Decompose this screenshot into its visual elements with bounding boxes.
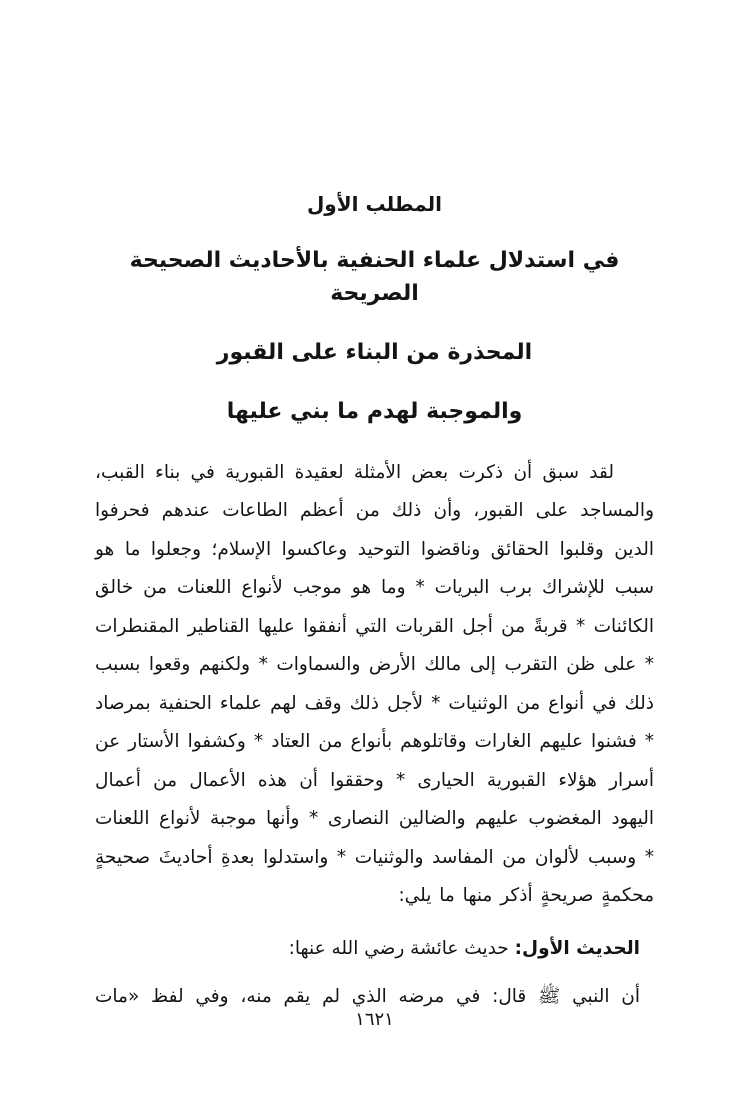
page-number: ١٦٢١ bbox=[355, 1009, 394, 1030]
chapter-title-line-1: في استدلال علماء الحنفية بالأحاديث الصحيحة الصريحة bbox=[129, 248, 620, 306]
hadith-intro-text: حديث عائشة رضي الله عنها: bbox=[288, 937, 509, 959]
chapter-title-line-3: والموجبة لهدم ما بني عليها bbox=[226, 399, 523, 424]
hadith-body-line: أن النبي ﷺ قال: في مرضه الذي لم يقم منه، وفي لفظ «مات bbox=[95, 985, 640, 1007]
chapter-title-line-2: المحذرة من البناء على القبور bbox=[216, 340, 533, 365]
hadith-heading-line bbox=[95, 930, 654, 968]
section-heading: المطلب الأول bbox=[306, 192, 443, 216]
hadith-label: الحديث الأول: bbox=[514, 937, 640, 959]
title-block bbox=[95, 192, 654, 428]
body-paragraph: لقد سبق أن ذكرت بعض الأمثلة لعقيدة القبورية في بناء القبب، والمساجد على القبور، وأن ذلك من أعظم الطاعات عندهم فحرفوا الدين وقلبوا الحقائق وناقضوا التوحيد وعاكسوا الإسلام؛ وجعلوا ما هو سبب للإشراك برب البريات * وما هو موجب لأنواع اللعنات من خالق الكائنات * قربةً من أجل القربات التي أنفقوا عليها القناطير المقنطرات * على ظن التقرب إلى مالك الأرض والسماوات * ولكنهم وقعوا بسبب ذلك في أنواع من الوثنيات * لأجل ذلك وقف لهم علماء الحنفية بمرصاد * فشنوا عليهم الغارات وقاتلوهم بأنواع من العتاد * وكشفوا الأستار عن أسرار هؤلاء القبورية الحيارى * وحققوا أن هذه الأعمال من أعمال اليهود المغضوب عليهم والضالين النصارى * وأنها موجبة لأنواع اللعنات * وسبب لألوان من المفاسد والوثنيات * واستدلوا بعدةِ أحاديثَ صحيحةٍ محكمةٍ صريحةٍ أذكر منها ما يلي: bbox=[95, 462, 654, 907]
